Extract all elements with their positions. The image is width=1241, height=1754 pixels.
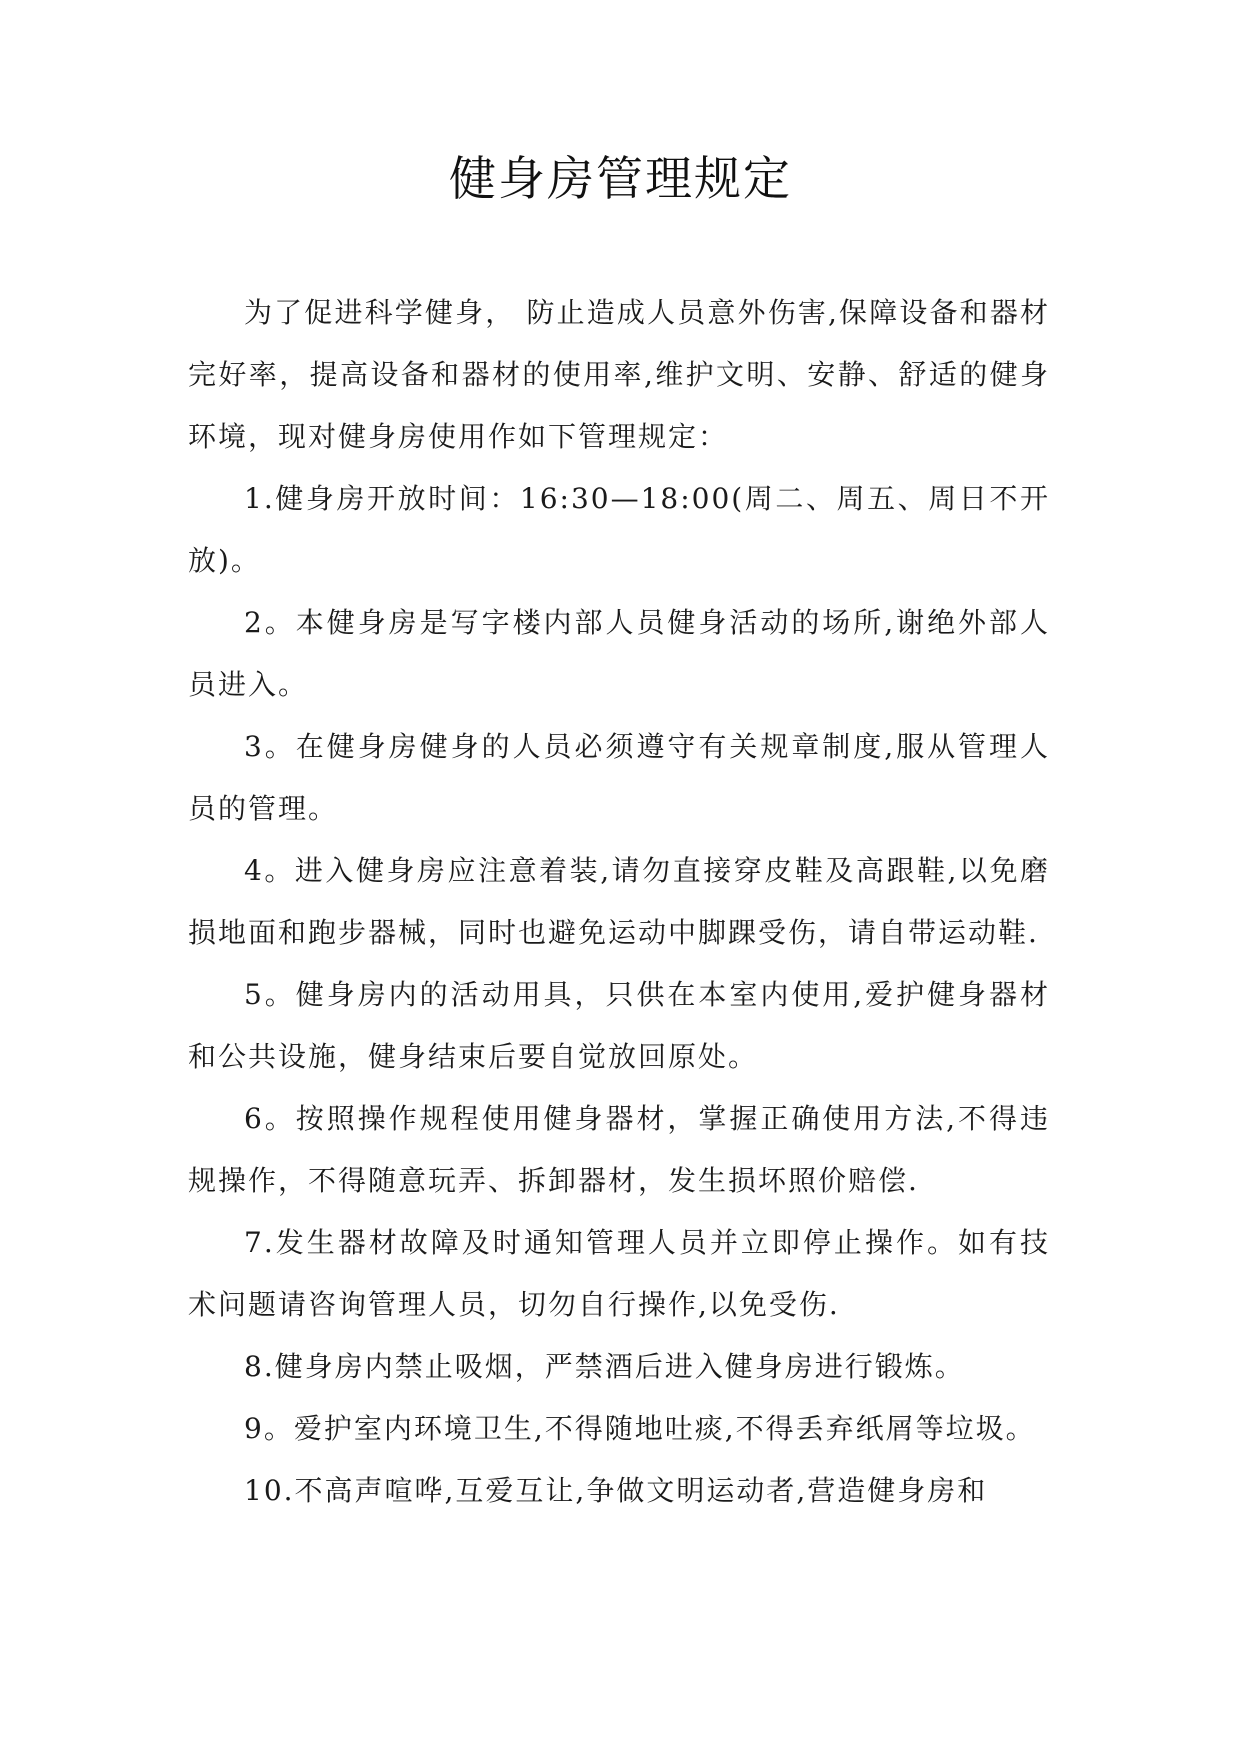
rule-10-paragraph: 10.不高声喧哗,互爱互让,争做文明运动者,营造健身房和 [244,1474,988,1507]
rule-4-paragraph: 4。进入健身房应注意着装,请勿直接穿皮鞋及高跟鞋,以免磨损地面和跑步器械，同时也避免运动中脚踝受伤，请自带运动鞋. [188,854,1050,949]
rule-9-paragraph: 9。爱护室内环境卫生,不得随地吐痰,不得丢弃纸屑等垃圾。 [244,1412,1036,1445]
rule-2-paragraph: 2。本健身房是写字楼内部人员健身活动的场所,谢绝外部人员进入。 [188,606,1050,701]
document-title: 健身房管理规定 [449,152,792,207]
rule-6-paragraph: 6。按照操作规程使用健身器材，掌握正确使用方法,不得违规操作，不得随意玩弄、拆卸器材，发生损坏照价赔偿. [188,1102,1050,1197]
rule-1-paragraph: 1.健身房开放时间：16:30—18:00(周二、周五、周日不开放)。 [188,482,1050,577]
rule-5-paragraph: 5。健身房内的活动用具，只供在本室内使用,爱护健身器材和公共设施，健身结束后要自觉放回原处。 [188,978,1050,1073]
rule-8-paragraph: 8.健身房内禁止吸烟，严禁酒后进入健身房进行锻炼。 [244,1350,965,1383]
rule-3-paragraph: 3。在健身房健身的人员必须遵守有关规章制度,服从管理人员的管理。 [188,730,1050,825]
document-body [188,282,1050,1522]
rule-7-paragraph: 7.发生器材故障及时通知管理人员并立即停止操作。如有技术问题请咨询管理人员，切勿自行操作,以免受伤. [188,1226,1050,1321]
intro-paragraph: 为了促进科学健身， 防止造成人员意外伤害,保障设备和器材完好率，提高设备和器材的使用率,维护文明、安静、舒适的健身环境，现对健身房使用作如下管理规定： [188,296,1050,453]
